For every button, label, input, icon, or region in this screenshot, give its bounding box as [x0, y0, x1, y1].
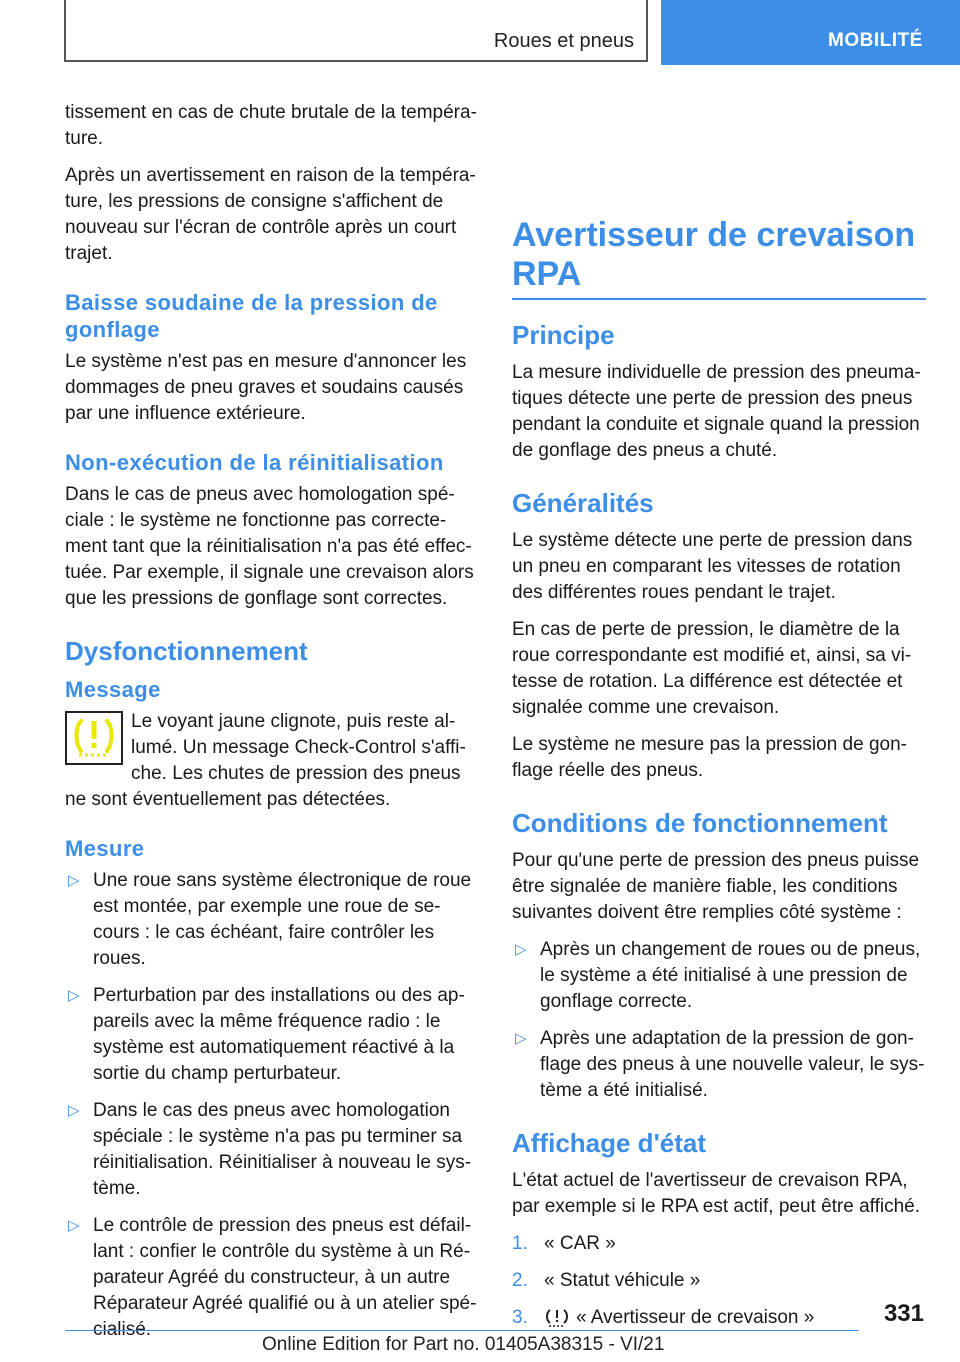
triangle-right-icon: ▷: [68, 872, 80, 889]
step-item: 1. « CAR »: [512, 1233, 616, 1254]
footer-rule: [65, 1330, 859, 1331]
heading-generalites: Généralités: [512, 488, 654, 518]
heading-message: Message: [65, 677, 161, 702]
paragraph: En cas de perte de pression, le diamètre de la roue correspondante est modifié et, ainsi, sa vitesse de rotation. La différence est détectée et signalée comme une crevaison.: [512, 619, 912, 718]
paragraph: Le système détecte une perte de pression dans un pneu en comparant les vitesses de rotation des différentes roues pendant le trajet.: [512, 530, 913, 603]
page-number: 331: [883, 1300, 924, 1327]
heading-affichage: Affichage d'état: [512, 1128, 706, 1158]
heading-baisse: Baisse soudaine de la pression de gonflage: [65, 290, 438, 342]
list-item: ▷ Le contrôle de pression des pneus est défaillant : confier le contrôle du système à un Réparateur Agréé du constructeur, à un autre Réparateur Agréé qualifié ou à un atelier spécialisé.: [68, 1215, 477, 1340]
header-chapter-tab: [661, 0, 960, 65]
triangle-right-icon: ▷: [515, 1030, 527, 1047]
steps-list: [512, 1231, 926, 1335]
paragraph: Pour qu'une perte de pression des pneus puisse être signalée de manière fiable, les conditions suivantes doivent être remplies côté système :: [512, 850, 920, 923]
header-chapter-label: MOBILITÉ: [828, 30, 923, 51]
paragraph: Le voyant jaune clignote, puis reste allumé. Un message Check-Control s'affiche. Les chutes de pression des pneus ne sont éventuellement pas détectées.: [65, 711, 466, 810]
list-item: ▷ Dans le cas des pneus avec homologation spéciale : le système n'a pas pu terminer sa réinitialisation. Réinitialiser à nouveau le système.: [68, 1100, 472, 1199]
mesure-list: [65, 868, 479, 1343]
conditions-list: [512, 937, 926, 1104]
footer-edition: Online Edition for Part no. 01405A38315 - VI/21: [262, 1334, 665, 1355]
paragraph: tissement en cas de chute brutale de la température.: [65, 102, 477, 149]
paragraph: L'état actuel de l'avertisseur de crevaison RPA, par exemple si le RPA est actif, peut être affiché.: [512, 1170, 921, 1217]
triangle-right-icon: ▷: [515, 941, 527, 958]
list-item: ▷ Perturbation par des installations ou des appareils avec la même fréquence radio : le système est automatiquement réactivé à la sortie du champ perturbateur.: [68, 985, 465, 1084]
triangle-right-icon: ▷: [68, 1217, 80, 1234]
list-item: ▷ Après une adaptation de la pression de gonflage des pneus à une nouvelle valeur, le système a été initialisé.: [515, 1028, 925, 1101]
heading-mesure: Mesure: [65, 836, 145, 861]
triangle-right-icon: ▷: [68, 1102, 80, 1119]
paragraph: Dans le cas de pneus avec homologation spéciale : le système ne fonctionne pas correctement tant que la réinitialisation n'a pas été effectuée. Par exemple, il signale une crevaison alors que les pressions de gonflage sont correctes.: [65, 484, 474, 609]
step-item: 3. « Avertisseur de crevaison »: [512, 1305, 926, 1335]
paragraph: Le système ne mesure pas la pression de gonflage réelle des pneus.: [512, 734, 907, 781]
heading-dysfonctionnement: Dysfonctionnement: [65, 636, 308, 666]
list-item: ▷ Une roue sans système électronique de roue est montée, par exemple une roue de secours : le cas échéant, faire contrôler les roues.: [68, 870, 472, 969]
heading-non-execution: Non-exécution de la réinitialisation: [65, 450, 444, 475]
heading-avertisseur-rpa: Avertisseur de crevaison RPA: [512, 216, 926, 300]
list-item: ▷ Après un changement de roues ou de pneus, le système a été initialisé à une pression de gonflage correcte.: [515, 939, 921, 1012]
tire-pressure-warning-icon: [65, 711, 123, 765]
message-block: [65, 709, 479, 813]
page-header: [0, 0, 960, 66]
header-section-title: Roues et pneus: [493, 30, 634, 52]
left-column: [65, 100, 479, 1343]
heading-conditions: Conditions de fonctionnement: [512, 808, 888, 838]
paragraph: Le système n'est pas en mesure d'annoncer les dommages de pneu graves et soudains causés par une influence extérieure.: [65, 351, 467, 424]
paragraph: La mesure individuelle de pression des pneumatiques détecte une perte de pression des pneus pendant la conduite et signale quand la pression de gonflage des pneus a chuté.: [512, 362, 921, 461]
paragraph: Après un avertissement en raison de la température, les pressions de consigne s'affichent de nouveau sur l'écran de contrôle après un court trajet.: [65, 165, 476, 264]
heading-principe: Principe: [512, 320, 615, 350]
triangle-right-icon: ▷: [68, 987, 80, 1004]
step-item: 2. « Statut véhicule »: [512, 1270, 701, 1291]
right-column-main: [512, 200, 926, 1346]
